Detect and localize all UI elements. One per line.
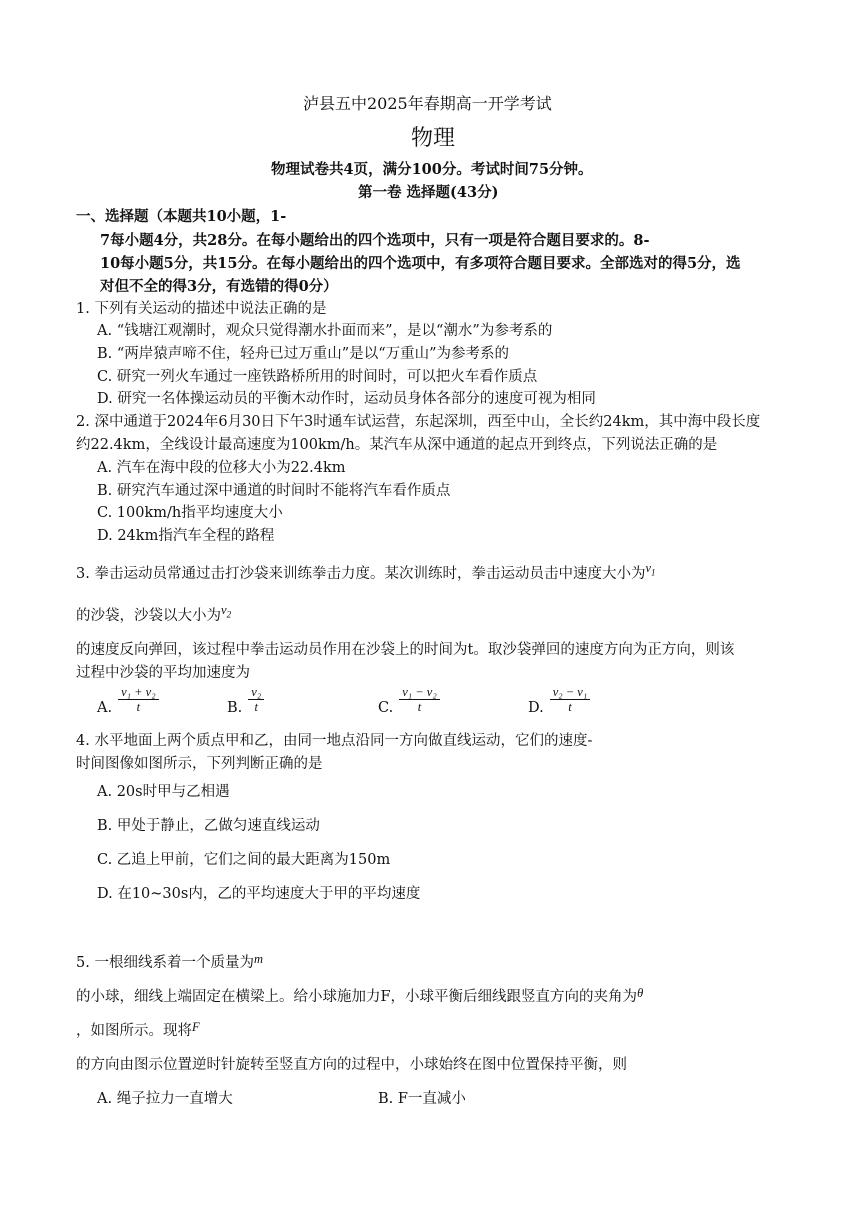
- option-label: A.: [97, 700, 113, 716]
- exam-title: 泸县五中2025年春期高一开学考试: [303, 94, 552, 113]
- question-4-stem-line2: 时间图像如图所示，下列判断正确的是: [76, 756, 323, 772]
- m-symbol: m: [253, 952, 263, 966]
- section-heading-line3: 10每小题5分，共15分。在每小题给出的四个选项中，有多项符合题目要求。全部选对的得5分，选: [100, 255, 741, 272]
- question-2-option-d: D. 24km指汽车全程的路程: [97, 528, 275, 544]
- option-label: D.: [528, 700, 544, 716]
- subject-title: 物理: [411, 126, 456, 151]
- question-1-option-d: D. 研究一名体操运动员的平衡木动作时，运动员身体各部分的速度可视为相同: [97, 391, 596, 407]
- F-symbol: F: [192, 1020, 200, 1034]
- theta-symbol: θ: [637, 986, 644, 1000]
- question-4-stem-line1: 4. 水平地面上两个质点甲和乙，由同一地点沿同一方向做直线运动，它们的速度-: [76, 733, 593, 749]
- question-3-option-c: [378, 686, 440, 714]
- question-3-option-a: [97, 686, 159, 714]
- question-1-stem: 1. 下列有关运动的描述中说法正确的是: [76, 301, 327, 317]
- question-3-stem-text2: 的沙袋，沙袋以大小为: [76, 608, 221, 624]
- question-5-stem-line2: [76, 985, 643, 1006]
- question-5-option-b: B. F一直减小: [378, 1091, 466, 1107]
- question-2-option-c: C. 100km/h指平均速度大小: [97, 505, 283, 521]
- question-3-stem-line1: [76, 562, 656, 584]
- question-4-option-c: C. 乙追上甲前，它们之间的最大距离为150m: [97, 852, 391, 868]
- question-3-stem-text1: 3. 拳击运动员常通过击打沙袋来训练拳击力度。某次训练时，拳击运动员击中速度大小为: [76, 566, 646, 582]
- fraction: $\frac{\text{v₂}}{t}$: [248, 686, 264, 714]
- question-1-option-b: B. “两岸猿声啼不住，轻舟已过万重山”是以“万重山”为参考系的: [97, 346, 510, 362]
- question-3-stem-line3: 的速度反向弹回，该过程中拳击运动员作用在沙袋上的时间为t。取沙袋弹回的速度方向为正方向，则该: [76, 642, 735, 658]
- question-2-stem-line2: 约22.4km，全线设计最高速度为100km/h。某汽车从深中通道的起点开到终点，下列说法正确的是: [76, 437, 718, 453]
- question-3-stem-line4: 过程中沙袋的平均加速度为: [76, 665, 250, 681]
- fraction: $\frac{\text{v₁ − v₂}}{t}$: [399, 686, 439, 714]
- question-5-stem-line4: 的方向由图示位置逆时针旋转至竖直方向的过程中，小球始终在图中位置保持平衡，则: [76, 1057, 627, 1073]
- v1-symbol: $v_1$: [645, 561, 656, 578]
- question-3-option-d: [528, 686, 590, 714]
- question-4-option-a: A. 20s时甲与乙相遇: [97, 784, 230, 800]
- section-heading-line2: 7每小题4分，共28分。在每小题给出的四个选项中，只有一项是符合题目要求的。8-: [100, 232, 650, 249]
- question-1-option-c: C. 研究一列火车通过一座铁路桥所用的时间时，可以把火车看作质点: [97, 369, 538, 385]
- question-4-option-d: D. 在10~30s内，乙的平均速度大于甲的平均速度: [97, 886, 421, 902]
- question-2-option-b: B. 研究汽车通过深中通道的时间时不能将汽车看作质点: [97, 483, 451, 499]
- question-5-stem-line1: [76, 951, 263, 972]
- question-3-stem-line2: [76, 604, 231, 626]
- option-label: C.: [378, 700, 394, 716]
- question-2-stem-line1: 2. 深中通道于2024年6月30日下午3时通车试运营，东起深圳，西至中山，全长约24km，其中海中段长度: [76, 414, 761, 430]
- question-4-option-b: B. 甲处于静止，乙做匀速直线运动: [97, 818, 320, 834]
- part-title: 第一卷 选择题(43分): [358, 184, 499, 201]
- option-label: B.: [227, 700, 243, 716]
- question-3-option-b: [227, 686, 264, 714]
- fraction: $\frac{\text{v₂ − v₁}}{t}$: [550, 686, 590, 714]
- question-5-stem-text2: 的小球，细线上端固定在横梁上。给小球施加力F，小球平衡后细线跟竖直方向的夹角为: [76, 989, 638, 1005]
- section-heading-line4: 对但不全的得3分，有选错的得0分）: [100, 278, 338, 295]
- question-1-option-a: A. “钱塘江观潮时，观众只觉得潮水扑面而来”，是以“潮水”为参考系的: [97, 323, 553, 339]
- exam-info: 物理试卷共4页，满分100分。考试时间75分钟。: [271, 161, 593, 178]
- question-5-stem-line3: [76, 1019, 200, 1040]
- question-5-option-a: A. 绳子拉力一直增大: [97, 1091, 233, 1107]
- section-heading-line1: 一、选择题（本题共10小题，1-: [76, 208, 287, 225]
- question-2-option-a: A. 汽车在海中段的位移大小为22.4km: [97, 460, 346, 476]
- question-5-stem-text3: ，如图所示。现将: [76, 1023, 192, 1039]
- question-5-stem-text1: 5. 一根细线系着一个质量为: [76, 955, 254, 971]
- fraction: $\frac{\text{v₁ + v₂}}{t}$: [118, 686, 158, 714]
- v2-symbol: $v_2$: [221, 603, 232, 620]
